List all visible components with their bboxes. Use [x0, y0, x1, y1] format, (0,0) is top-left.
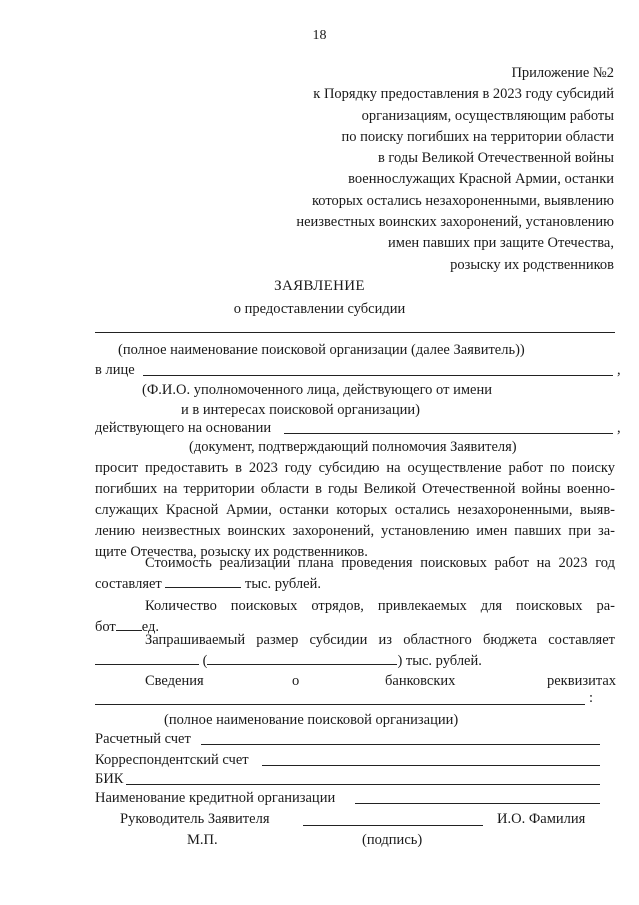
stamp-label: М.П.: [187, 832, 218, 848]
corr-account-row: [95, 752, 249, 769]
subsidy-paragraph: [95, 630, 615, 672]
signature-field[interactable]: [303, 825, 483, 826]
cost-paragraph: [95, 553, 615, 595]
comma: ,: [617, 362, 621, 378]
appendix-line: в годы Великой Отечественной войны: [377, 150, 614, 167]
subsidy-amount-field[interactable]: [95, 652, 199, 665]
squads-line: Количество поисковых отрядов, привлекаемых для поисковых ра-: [145, 598, 615, 614]
bank-word: Сведения: [145, 673, 204, 689]
appendix-block: [296, 63, 614, 276]
request-line: просит предоставить в 2023 году субсидию на осуществление работ по поиску: [95, 460, 615, 476]
bik-row: [95, 771, 123, 788]
bank-word: банковских: [385, 673, 456, 689]
cost-unit: тыс. рублей.: [245, 576, 321, 592]
request-paragraph: [95, 458, 615, 563]
bank-colon: :: [589, 690, 594, 706]
head-name: И.О. Фамилия: [497, 811, 586, 827]
signature-caption: (подпись): [362, 832, 423, 848]
bik-label: БИК: [95, 771, 124, 787]
account-label: Расчетный счет: [95, 731, 191, 747]
squads-unit: ед.: [141, 619, 160, 635]
corr-account-label: Корреспондентский счет: [95, 752, 249, 768]
bank-name-field[interactable]: [355, 803, 600, 804]
subsidy-line: [95, 651, 615, 672]
subsidy-words-field[interactable]: [207, 652, 397, 665]
comma: ,: [617, 420, 621, 436]
appendix-line: которых остались незахороненными, выявлению: [312, 192, 614, 209]
bank-word: реквизитах: [547, 673, 617, 689]
basis-label: действующего на основании: [95, 420, 272, 436]
subsidy-line: Запрашиваемый размер субсидии из областного бюджета составляет: [145, 632, 615, 648]
appendix-line: военнослужащих Красной Армии, останки: [348, 171, 614, 188]
bank-name-label: Наименование кредитной организации: [95, 790, 336, 806]
account-field[interactable]: [201, 744, 600, 745]
bank-org-field[interactable]: [95, 704, 585, 705]
appendix-line: организациям, осуществляющим работы: [361, 107, 614, 124]
appendix-line: неизвестных воинских захоронений, установлению: [296, 214, 614, 231]
page-number: 18: [312, 28, 327, 43]
bank-name-row: [95, 790, 335, 807]
appendix-line: имен павших при защите Отечества,: [388, 235, 614, 252]
cost-field[interactable]: [165, 575, 241, 588]
document-subtitle: о предоставлении субсидии: [233, 301, 406, 317]
org-name-field[interactable]: [95, 332, 615, 333]
subsidy-unit: ) тыс. рублей.: [397, 653, 482, 669]
in-person-label: в лице: [95, 362, 135, 378]
bank-org-caption: (полное наименование поисковой организации): [164, 712, 459, 728]
request-line: лению неизвестных воинских захоронений, установлению имен павших при за-: [95, 523, 615, 539]
corr-account-field[interactable]: [262, 765, 600, 766]
appendix-line: Приложение №2: [511, 65, 614, 81]
basis-field[interactable]: [284, 433, 613, 434]
cost-line: [95, 574, 615, 595]
appendix-line: к Порядку предоставления в 2023 году субсидий: [313, 86, 614, 103]
bank-word: о: [292, 673, 300, 689]
person-name-field[interactable]: [143, 375, 613, 376]
appendix-line: розыску их родственников: [450, 256, 614, 273]
person-caption: (Ф.И.О. уполномоченного лица, действующего от имени: [142, 382, 492, 398]
org-name-caption: (полное наименование поисковой организации (далее Заявитель)): [118, 342, 525, 358]
person-caption: и в интересах поисковой организации): [181, 402, 420, 418]
request-line: служащих Красной Армии, останки которых остались незахороненными, выяв-: [95, 502, 615, 518]
bik-field[interactable]: [126, 784, 600, 785]
account-row: [95, 731, 191, 748]
request-line: щите Отечества, розыску их родственников.: [95, 544, 368, 560]
cost-label: составляет: [95, 576, 162, 592]
appendix-line: по поиску погибших на территории области: [341, 128, 614, 145]
basis-caption: (документ, подтверждающий полномочия Заявителя): [189, 439, 517, 455]
request-line: погибших на территории области в годы Великой Отечественной войны военно-: [95, 481, 615, 497]
document-title: ЗАЯВЛЕНИЕ: [274, 278, 365, 294]
squads-label: бот: [95, 619, 116, 635]
head-label: Руководитель Заявителя: [120, 811, 270, 827]
subsidy-open: (: [202, 653, 208, 669]
cost-line: Стоимость реализации плана проведения поисковых работ на 2023 год: [145, 555, 615, 571]
